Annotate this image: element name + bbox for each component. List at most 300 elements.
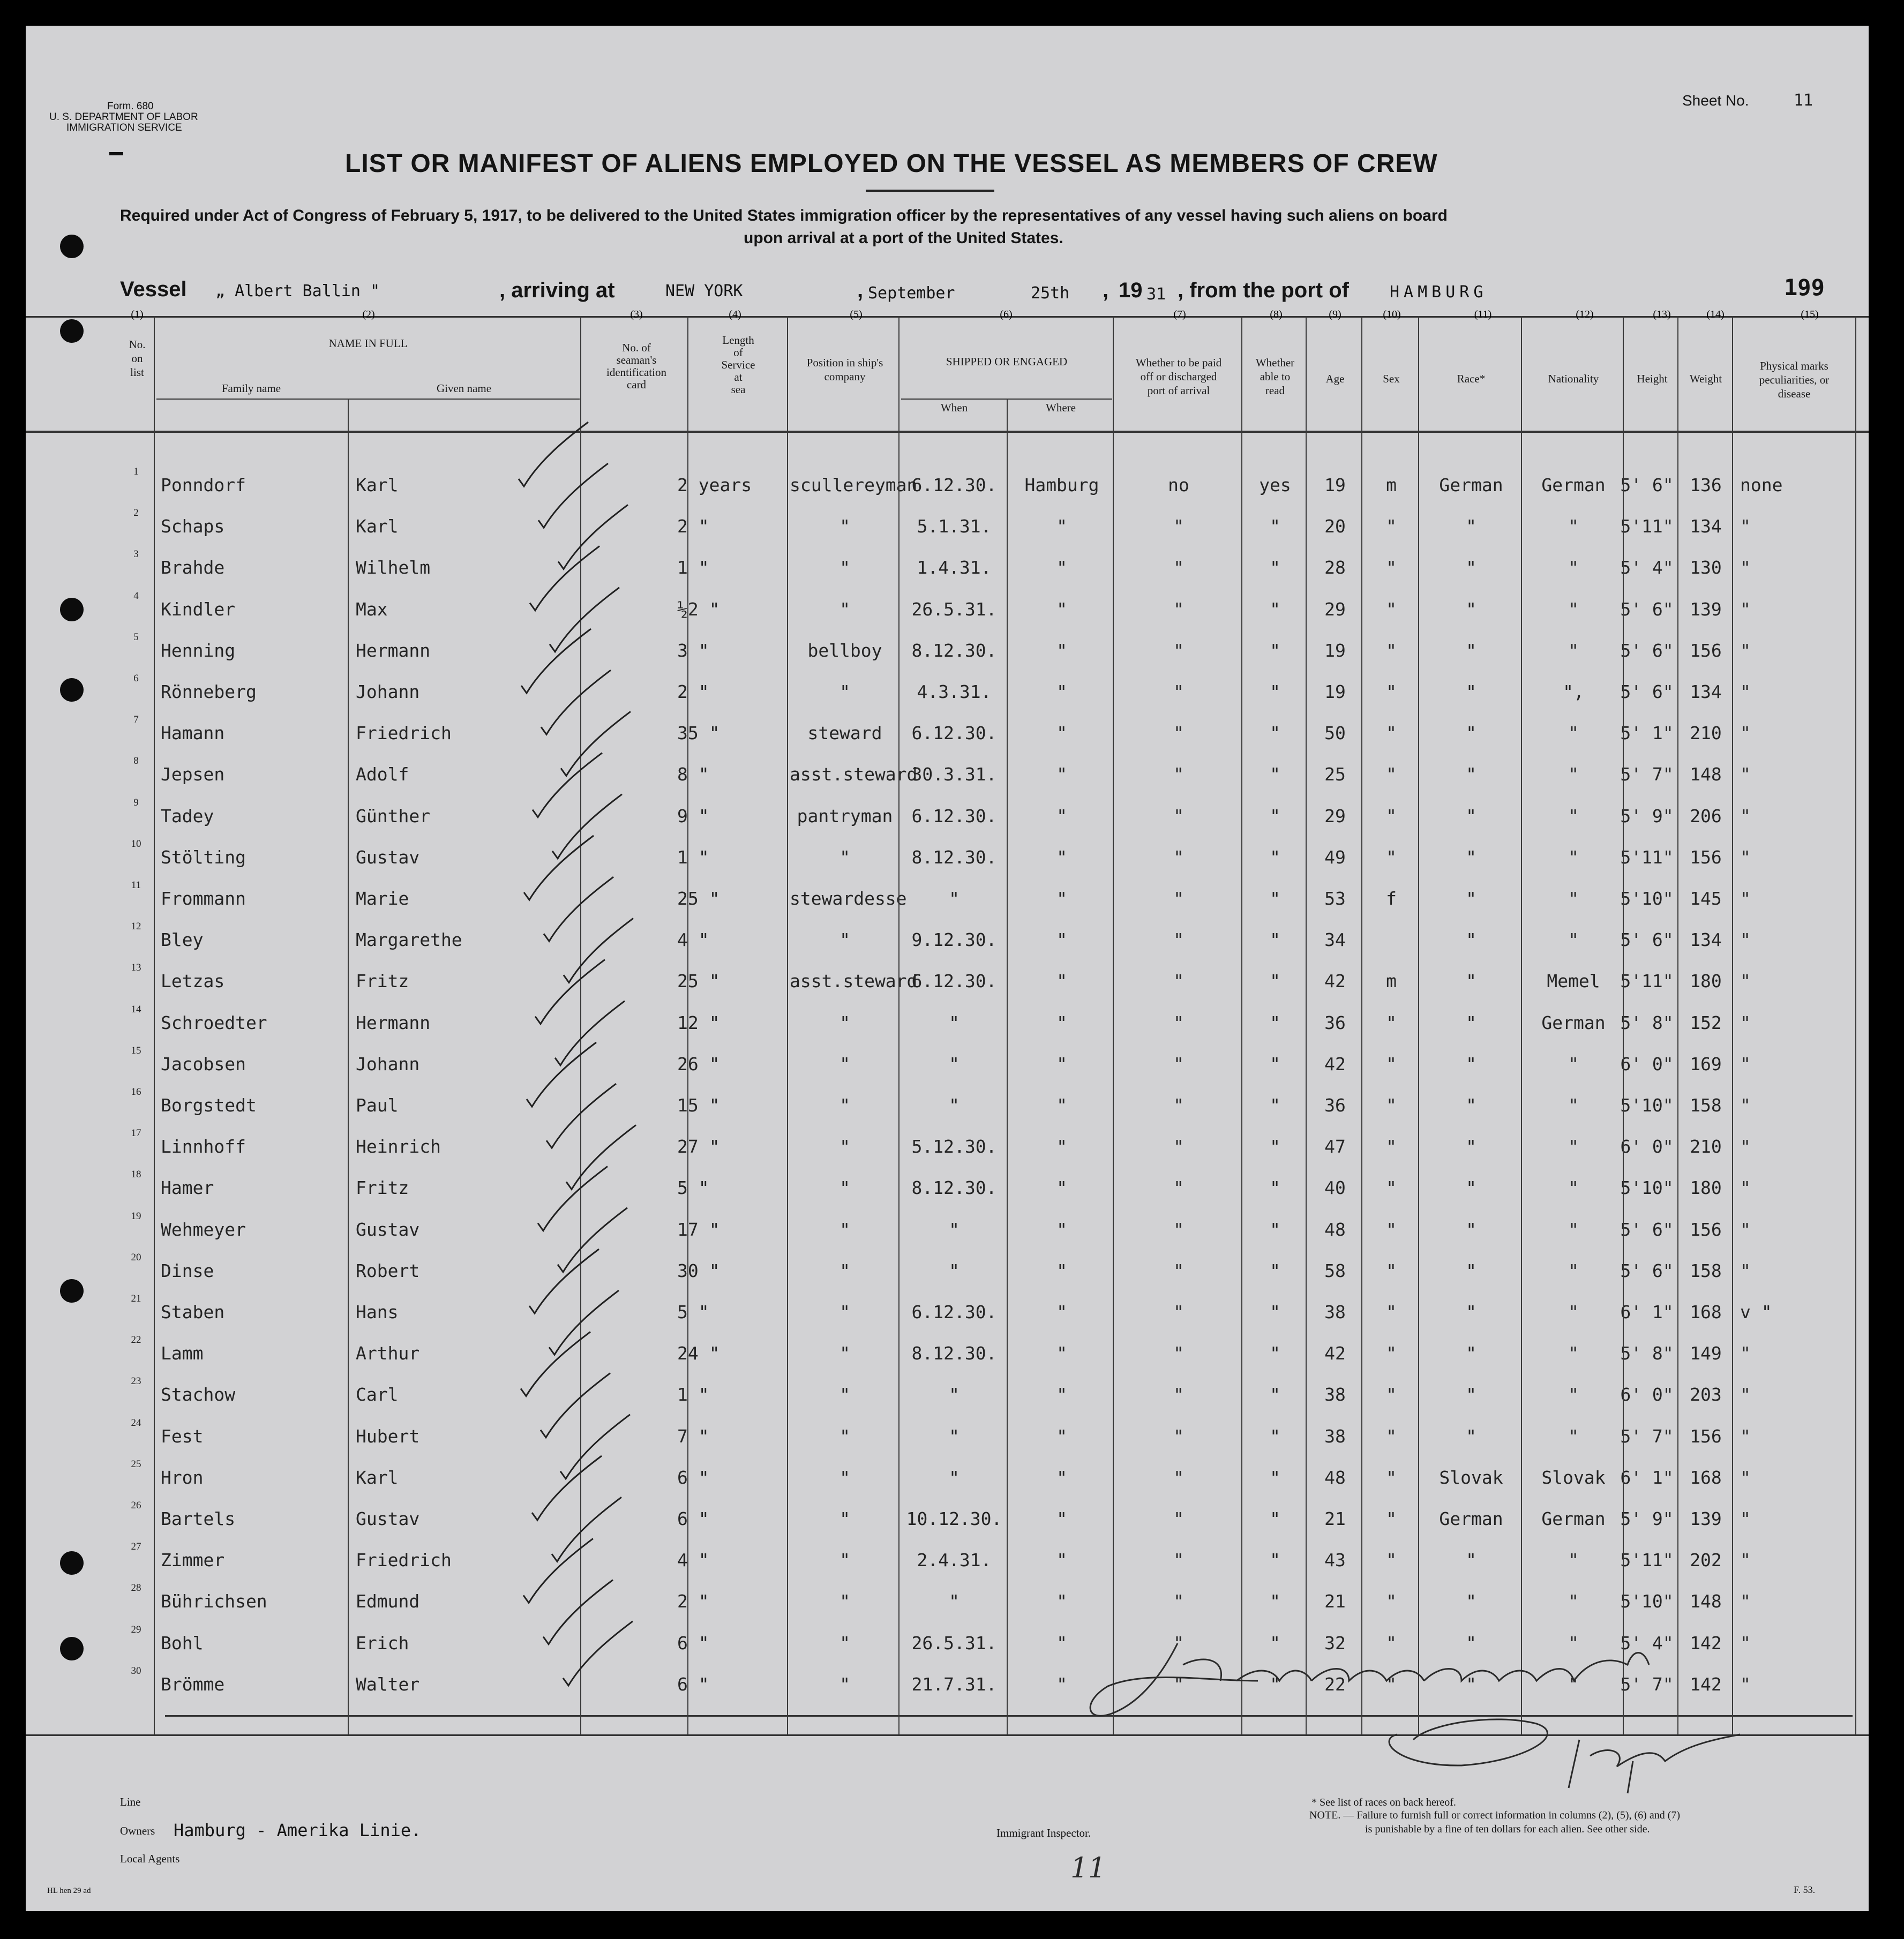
- cell-nationality: ": [1568, 640, 1579, 661]
- cell-race: ": [1466, 1302, 1476, 1322]
- cell-nationality: ": [1568, 1260, 1579, 1281]
- cell-read: ": [1270, 1302, 1280, 1322]
- cell-marks: ": [1740, 971, 1751, 992]
- cell-given: Adolf: [356, 764, 409, 785]
- header-given-name: Given name: [436, 382, 492, 395]
- header-able-to-read: Whether able to read: [1255, 356, 1295, 397]
- check-mark: [564, 918, 633, 982]
- check-mark: [538, 463, 608, 528]
- cell-height: 6' 1": [1620, 1302, 1674, 1322]
- cell-position: ": [839, 1673, 850, 1695]
- row-number: 7: [133, 714, 139, 726]
- local-agents-label: Local Agents: [120, 1852, 180, 1865]
- cell-marks: ": [1740, 929, 1751, 951]
- cell-given: Karl: [356, 516, 399, 537]
- cell-marks: ": [1740, 1632, 1751, 1654]
- cell-service: 7 ": [677, 1425, 709, 1447]
- cell-paid: ": [1173, 723, 1184, 744]
- cell-family: Brömme: [161, 1673, 225, 1695]
- page-title: LIST OR MANIFEST OF ALIENS EMPLOYED ON THE VESSEL AS MEMBERS OF CREW: [345, 149, 1438, 178]
- arrival-port: NEW YORK: [665, 282, 743, 300]
- subtitle-line-1: Required under Act of Congress of February 5, 1917, to be delivered to the United States immigration officer by the representatives of any vessel having such aliens on board: [120, 207, 1448, 224]
- cell-service: 9 ": [677, 805, 709, 826]
- cell-height: 5' 6": [1620, 598, 1674, 620]
- check-mark: [549, 1290, 619, 1355]
- cell-nationality: ",: [1563, 681, 1584, 702]
- row-number: 1: [133, 466, 139, 477]
- department-label: U. S. DEPARTMENT OF LABOR: [49, 111, 198, 123]
- colnum-6: (6): [1000, 309, 1013, 320]
- form-f-code: F. 53.: [1794, 1884, 1816, 1895]
- cell-height: 5' 6": [1620, 1219, 1674, 1240]
- cell-when: 6.12.30.: [911, 1302, 997, 1322]
- cell-where: ": [1056, 1632, 1067, 1654]
- cell-given: Gustav: [356, 1508, 420, 1529]
- cell-age: 43: [1324, 1550, 1346, 1571]
- cell-weight: 168: [1690, 1467, 1722, 1488]
- cell-age: 29: [1324, 598, 1346, 620]
- cell-age: 42: [1324, 1053, 1346, 1074]
- check-mark: [558, 1208, 627, 1272]
- cell-race: ": [1466, 681, 1476, 702]
- cell-position: ": [839, 1095, 850, 1116]
- cell-when: ": [949, 1053, 960, 1074]
- cell-position: ": [839, 1012, 850, 1033]
- cell-where: ": [1056, 1177, 1067, 1199]
- colnum-4: (4): [729, 309, 741, 320]
- cell-sex: ": [1386, 1632, 1397, 1654]
- manifest-sheet: [26, 26, 1869, 1911]
- cell-weight: 148: [1690, 764, 1722, 785]
- cell-sex: f: [1386, 888, 1397, 909]
- cell-service: 17 ": [677, 1219, 720, 1240]
- cell-marks: ": [1740, 888, 1751, 909]
- cell-service: 1 ": [677, 1384, 709, 1406]
- cell-family: Borgstedt: [161, 1095, 257, 1116]
- cell-where: ": [1056, 557, 1067, 578]
- cell-weight: 148: [1690, 1591, 1722, 1612]
- row-number: 13: [131, 962, 141, 974]
- cell-service: 35 ": [677, 723, 720, 744]
- cell-sex: ": [1386, 1095, 1397, 1116]
- cell-position: ": [839, 1343, 850, 1364]
- cell-when: 4.3.31.: [917, 681, 992, 702]
- cell-sex: ": [1386, 723, 1397, 744]
- cell-nationality: ": [1568, 888, 1579, 909]
- departure-port: HAMBURG: [1390, 283, 1488, 302]
- cell-when: 8.12.30.: [911, 1177, 997, 1199]
- cell-position: ": [839, 1177, 850, 1199]
- cell-sex: ": [1386, 805, 1397, 826]
- cell-weight: 134: [1690, 516, 1722, 537]
- cell-family: Letzas: [161, 971, 225, 992]
- cell-given: Johann: [356, 1053, 420, 1074]
- cell-marks: ": [1740, 516, 1751, 537]
- cell-read: ": [1270, 1136, 1280, 1158]
- cell-when: ": [949, 1384, 960, 1406]
- cell-where: ": [1056, 640, 1067, 661]
- cell-position: pantryman: [797, 805, 893, 826]
- cell-paid: ": [1173, 1632, 1184, 1654]
- cell-height: 5' 8": [1620, 1343, 1674, 1364]
- cell-service: ½2 ": [677, 598, 720, 620]
- check-mark: [524, 836, 594, 900]
- cell-position: ": [839, 1384, 850, 1406]
- cell-position: ": [839, 1302, 850, 1322]
- service-label: IMMIGRATION SERVICE: [66, 122, 182, 133]
- immigrant-inspector-label: Immigrant Inspector.: [996, 1827, 1091, 1839]
- cell-weight: 139: [1690, 598, 1722, 620]
- cell-nationality: ": [1568, 1053, 1579, 1074]
- header-length-service: Length of Service at sea: [721, 334, 755, 396]
- cell-where: ": [1056, 1550, 1067, 1571]
- cell-read: ": [1270, 1425, 1280, 1447]
- cell-marks: ": [1740, 1219, 1751, 1240]
- cell-weight: 206: [1690, 805, 1722, 826]
- cell-height: 5' 6": [1620, 640, 1674, 661]
- cell-race: ": [1466, 1591, 1476, 1612]
- row-number: 19: [131, 1210, 141, 1222]
- cell-given: Edmund: [356, 1591, 420, 1612]
- cell-read: ": [1270, 1260, 1280, 1281]
- subtitle-line-2: upon arrival at a port of the United States.: [744, 229, 1063, 247]
- cell-read: ": [1270, 723, 1280, 744]
- arrival-day: 25th: [1031, 284, 1070, 303]
- cell-paid: ": [1173, 1591, 1184, 1612]
- cell-family: Zimmer: [161, 1550, 225, 1571]
- cell-when: 1.4.31.: [917, 557, 992, 578]
- cell-race: ": [1466, 888, 1476, 909]
- cell-service: 15 ": [677, 1095, 720, 1116]
- row-number: 17: [131, 1128, 141, 1139]
- cell-nationality: Memel: [1547, 971, 1600, 992]
- cell-nationality: ": [1568, 1425, 1579, 1447]
- print-code: HL hen 29 ad: [47, 1887, 91, 1895]
- cell-given: Fritz: [356, 971, 409, 992]
- cell-age: 20: [1324, 516, 1346, 537]
- cell-nationality: ": [1568, 723, 1579, 744]
- check-mark: [555, 1001, 625, 1065]
- cell-sex: ": [1386, 1673, 1397, 1695]
- cell-marks: v ": [1740, 1302, 1772, 1322]
- cell-weight: 169: [1690, 1053, 1722, 1074]
- cell-family: Hamer: [161, 1177, 214, 1199]
- row-number: 25: [131, 1458, 141, 1470]
- cell-when: 8.12.30.: [911, 846, 997, 868]
- cell-nationality: German: [1541, 1508, 1606, 1529]
- cell-where: ": [1056, 723, 1067, 744]
- cell-family: Linnhoff: [161, 1136, 246, 1158]
- cell-weight: 149: [1690, 1343, 1722, 1364]
- cell-nationality: ": [1568, 764, 1579, 785]
- cell-service: 2 ": [677, 516, 709, 537]
- cell-age: 28: [1324, 557, 1346, 578]
- cell-weight: 210: [1690, 1136, 1722, 1158]
- check-mark: [543, 1580, 613, 1644]
- cell-weight: 152: [1690, 1012, 1722, 1033]
- cell-read: ": [1270, 557, 1280, 578]
- cell-sex: ": [1386, 1177, 1397, 1199]
- cell-family: Tadey: [161, 805, 214, 826]
- row-number: 27: [131, 1541, 141, 1553]
- cell-when: ": [949, 1219, 960, 1240]
- cell-where: ": [1056, 888, 1067, 909]
- cell-service: 2 ": [677, 1591, 709, 1612]
- header-race: Race*: [1457, 372, 1486, 385]
- cell-marks: ": [1740, 1053, 1751, 1074]
- cell-paid: ": [1173, 557, 1184, 578]
- cell-given: Robert: [356, 1260, 420, 1281]
- check-mark: [560, 1415, 630, 1479]
- cell-where: ": [1056, 929, 1067, 951]
- cell-when: 26.5.31.: [911, 1632, 997, 1654]
- cell-weight: 136: [1690, 475, 1722, 495]
- cell-where: Hamburg: [1024, 475, 1099, 495]
- cell-where: ": [1056, 805, 1067, 826]
- cell-family: Bartels: [161, 1508, 236, 1529]
- row-number: 15: [131, 1044, 141, 1056]
- check-mark: [538, 1167, 608, 1231]
- cell-given: Marie: [356, 888, 409, 909]
- cell-sex: ": [1386, 1053, 1397, 1074]
- cell-read: ": [1270, 1012, 1280, 1033]
- cell-marks: ": [1740, 846, 1751, 868]
- cell-sex: ": [1386, 1508, 1397, 1529]
- cell-where: ": [1056, 1673, 1067, 1695]
- cell-where: ": [1056, 1591, 1067, 1612]
- check-mark: [563, 1621, 633, 1686]
- cell-height: 5' 4": [1620, 1632, 1674, 1654]
- row-number: 5: [133, 631, 139, 643]
- header-family-name: Family name: [221, 382, 281, 395]
- cell-position: ": [839, 1053, 850, 1074]
- cell-given: Erich: [356, 1632, 409, 1654]
- cell-marks: ": [1740, 1550, 1751, 1571]
- cell-service: 1 ": [677, 557, 709, 578]
- cell-paid: ": [1173, 1343, 1184, 1364]
- check-mark: [558, 505, 628, 569]
- cell-weight: 156: [1690, 1219, 1722, 1240]
- row-number: 14: [131, 1003, 141, 1015]
- cell-weight: 158: [1690, 1095, 1722, 1116]
- cell-nationality: ": [1568, 1632, 1579, 1654]
- cell-service: 6 ": [677, 1632, 709, 1654]
- cell-nationality: ": [1568, 1136, 1579, 1158]
- colnum-1: (1): [131, 309, 144, 320]
- cell-nationality: ": [1568, 846, 1579, 868]
- cell-weight: 156: [1690, 846, 1722, 868]
- cell-age: 36: [1324, 1012, 1346, 1033]
- cell-read: ": [1270, 1591, 1280, 1612]
- cell-paid: ": [1173, 1673, 1184, 1695]
- row-number: 23: [131, 1376, 141, 1387]
- cell-age: 48: [1324, 1467, 1346, 1488]
- cell-read: yes: [1259, 475, 1291, 495]
- cell-read: ": [1270, 1053, 1280, 1074]
- cell-service: 4 ": [677, 1550, 709, 1571]
- check-mark: [561, 711, 631, 776]
- handwritten-mark: 11: [1070, 1852, 1106, 1884]
- cell-family: Kindler: [161, 598, 236, 620]
- cell-position: ": [839, 1425, 850, 1447]
- cell-race: Slovak: [1439, 1467, 1503, 1488]
- cell-height: 6' 0": [1620, 1384, 1674, 1406]
- header-physical-marks: Physical marks peculiarities, or disease: [1759, 359, 1830, 400]
- cell-height: 5' 9": [1620, 805, 1674, 826]
- cell-race: ": [1466, 1136, 1476, 1158]
- cell-age: 42: [1324, 971, 1346, 992]
- cell-service: 3 ": [677, 640, 709, 661]
- header-id-card: No. of seaman's identification card: [606, 341, 666, 391]
- cell-family: Frommann: [161, 888, 246, 909]
- cell-paid: ": [1173, 805, 1184, 826]
- cell-service: 6 ": [677, 1508, 709, 1529]
- cell-given: Karl: [356, 1467, 399, 1488]
- cell-where: ": [1056, 764, 1067, 785]
- cell-when: ": [949, 1467, 960, 1488]
- check-mark: [550, 588, 619, 652]
- row-number: 11: [131, 880, 141, 891]
- cell-race: ": [1466, 1177, 1476, 1199]
- cell-given: Hubert: [356, 1425, 420, 1447]
- cell-paid: ": [1173, 971, 1184, 992]
- check-mark: [519, 422, 588, 486]
- cell-weight: 145: [1690, 888, 1722, 909]
- cell-family: Wehmeyer: [161, 1219, 246, 1240]
- cell-marks: ": [1740, 805, 1751, 826]
- check-mark: [532, 1456, 602, 1520]
- cell-marks: ": [1740, 557, 1751, 578]
- cell-given: Johann: [356, 681, 420, 702]
- header-sex: Sex: [1383, 372, 1400, 385]
- row-number: 21: [131, 1293, 141, 1304]
- cell-given: Heinrich: [356, 1136, 441, 1158]
- header-where: Where: [1046, 401, 1076, 414]
- header-paid-off: Whether to be paid off or discharged port of arrival: [1135, 356, 1222, 397]
- cell-paid: ": [1173, 764, 1184, 785]
- cell-weight: 168: [1690, 1302, 1722, 1322]
- cell-given: Friedrich: [356, 1550, 452, 1571]
- cell-age: 29: [1324, 805, 1346, 826]
- cell-read: ": [1270, 598, 1280, 620]
- cell-height: 6' 0": [1620, 1136, 1674, 1158]
- cell-marks: ": [1740, 1425, 1751, 1447]
- cell-race: ": [1466, 557, 1476, 578]
- cell-position: ": [839, 1591, 850, 1612]
- cell-sex: ": [1386, 1219, 1397, 1240]
- cell-sex: ": [1386, 1302, 1397, 1322]
- cell-height: 5'11": [1620, 971, 1674, 992]
- cell-age: 36: [1324, 1095, 1346, 1116]
- cell-family: Dinse: [161, 1260, 214, 1281]
- check-mark: [529, 1249, 599, 1313]
- cell-service: 26 ": [677, 1053, 720, 1074]
- cell-service: 8 ": [677, 764, 709, 785]
- sheet-number: 11: [1794, 91, 1813, 110]
- cell-paid: ": [1173, 846, 1184, 868]
- cell-family: Jacobsen: [161, 1053, 246, 1074]
- cell-read: ": [1270, 1343, 1280, 1364]
- cell-nationality: German: [1541, 475, 1606, 495]
- cell-sex: ": [1386, 598, 1397, 620]
- cell-marks: ": [1740, 1260, 1751, 1281]
- cell-given: Max: [356, 598, 388, 620]
- check-mark: [541, 670, 611, 734]
- cell-weight: 202: [1690, 1550, 1722, 1571]
- cell-sex: m: [1386, 475, 1397, 495]
- cell-sex: ": [1386, 557, 1397, 578]
- cell-service: 5 ": [677, 1177, 709, 1199]
- cell-height: 5' 1": [1620, 723, 1674, 744]
- form-number: Form. 680: [107, 101, 154, 112]
- header-height: Height: [1637, 372, 1668, 385]
- colnum-14: (14): [1706, 309, 1725, 320]
- cell-when: ": [949, 888, 960, 909]
- cell-race: ": [1466, 723, 1476, 744]
- cell-marks: ": [1740, 598, 1751, 620]
- ink-layer: [26, 26, 1869, 1911]
- cell-paid: no: [1168, 475, 1189, 495]
- cell-race: ": [1466, 1384, 1476, 1406]
- cell-when: 30.3.31.: [911, 764, 997, 785]
- cell-where: ": [1056, 1095, 1067, 1116]
- cell-read: ": [1270, 1177, 1280, 1199]
- cell-marks: ": [1740, 1343, 1751, 1364]
- cell-family: Jepsen: [161, 764, 225, 785]
- cell-marks: ": [1740, 1177, 1751, 1199]
- arrival-month: September: [868, 284, 955, 303]
- year-printed: 19: [1119, 279, 1143, 302]
- cell-read: ": [1270, 846, 1280, 868]
- cell-position: asst.steward: [790, 971, 918, 992]
- cell-sex: ": [1386, 640, 1397, 661]
- cell-height: 5'10": [1620, 1095, 1674, 1116]
- cell-read: ": [1270, 888, 1280, 909]
- cell-nationality: ": [1568, 557, 1579, 578]
- cell-paid: ": [1173, 681, 1184, 702]
- cell-family: Schroedter: [161, 1012, 267, 1033]
- cell-family: Staben: [161, 1302, 225, 1322]
- cell-race: German: [1439, 1508, 1503, 1529]
- cell-race: ": [1466, 971, 1476, 992]
- check-mark: [544, 877, 613, 941]
- cell-where: ": [1056, 1384, 1067, 1406]
- cell-given: Günther: [356, 805, 431, 826]
- cell-weight: 142: [1690, 1632, 1722, 1654]
- cell-paid: ": [1173, 1012, 1184, 1033]
- cell-weight: 180: [1690, 971, 1722, 992]
- cell-height: 5' 6": [1620, 475, 1674, 495]
- cell-age: 21: [1324, 1508, 1346, 1529]
- cell-race: ": [1466, 1425, 1476, 1447]
- cell-given: Hermann: [356, 1012, 431, 1033]
- cell-nationality: ": [1568, 1550, 1579, 1571]
- cell-position: ": [839, 1508, 850, 1529]
- cell-when: 21.7.31.: [911, 1673, 997, 1695]
- colnum-9: (9): [1329, 309, 1341, 320]
- colnum-5: (5): [850, 309, 863, 320]
- cell-position: ": [839, 1136, 850, 1158]
- header-shipped: SHIPPED OR ENGAGED: [946, 355, 1068, 368]
- cell-weight: 158: [1690, 1260, 1722, 1281]
- check-mark: [527, 1042, 596, 1107]
- cell-given: Paul: [356, 1095, 399, 1116]
- check-mark: [535, 960, 605, 1024]
- cell-height: 5' 7": [1620, 1673, 1674, 1695]
- races-note: * See list of races on back hereof.: [1311, 1797, 1456, 1808]
- cell-read: ": [1270, 640, 1280, 661]
- header-age: Age: [1325, 372, 1345, 385]
